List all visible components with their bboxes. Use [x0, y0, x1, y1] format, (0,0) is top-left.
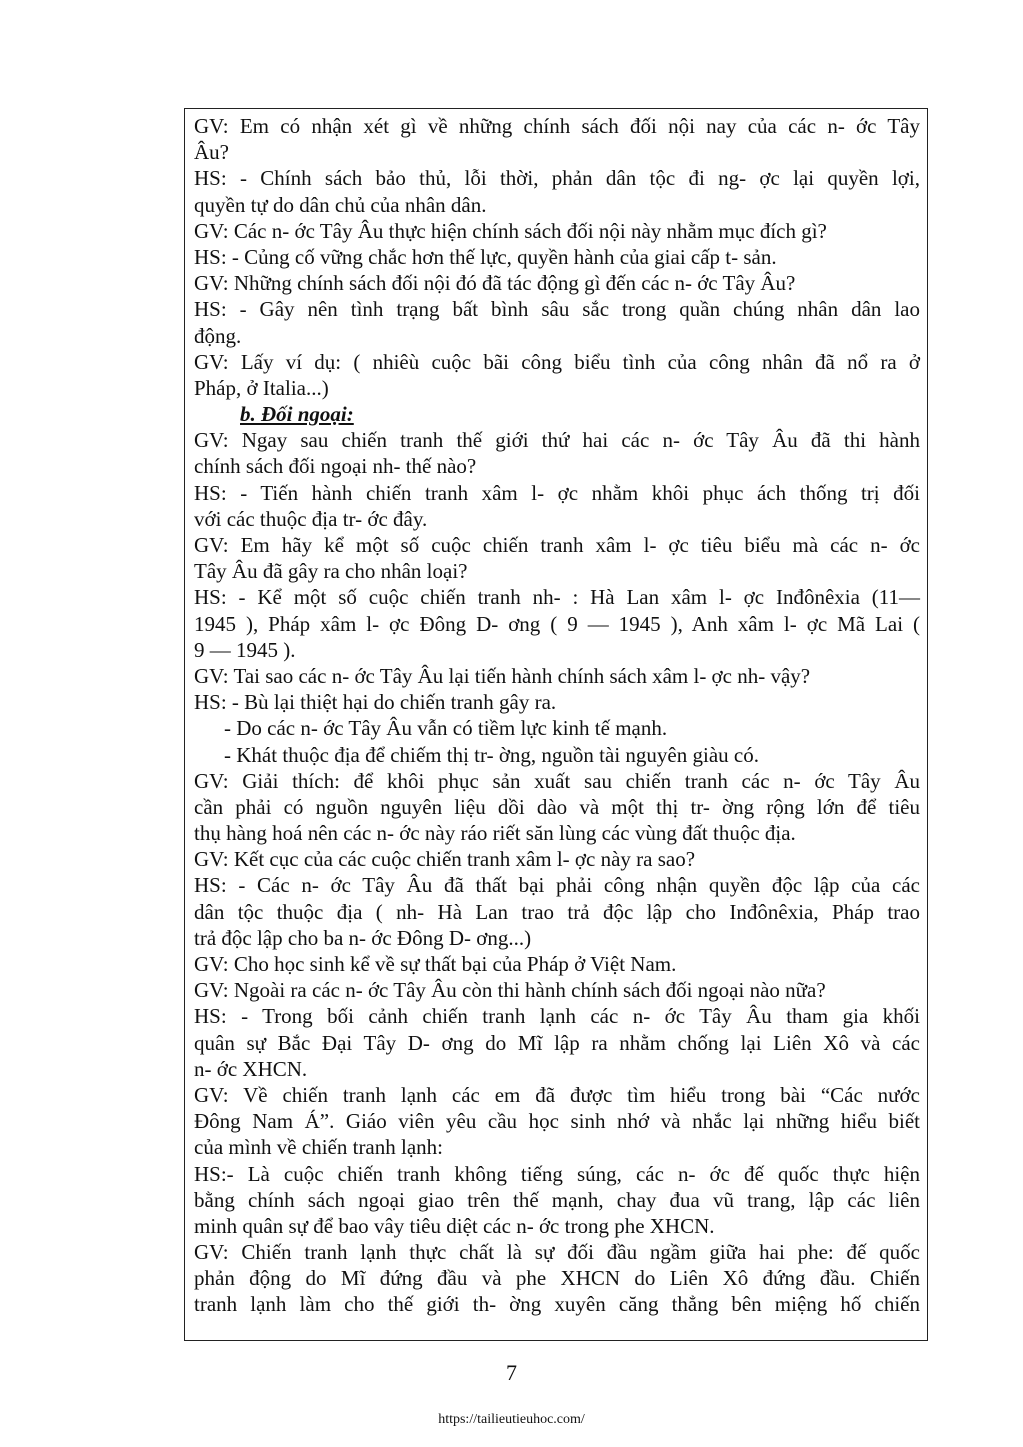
page-number: 7 [506, 1360, 517, 1385]
text-line: 9 — 1945 ). [194, 637, 296, 662]
text-line: GV: Về chiến tranh lạnh các em đã được tìm hiểu trong bài “Các nước [194, 1082, 920, 1107]
text-line: GV: Những chính sách đối nội đó đã tác động gì đến các n- ớc Tây Âu? [194, 271, 796, 296]
text-line: dân tộc thuộc địa ( nh- Hà Lan trao trả độc lập cho Inđônêxia, Pháp trao [194, 899, 920, 924]
text-line: GV: Cho học sinh kể về sự thất bại của Pháp ở Việt Nam. [194, 952, 677, 976]
text-line: GV: Lấy ví dụ: ( nhiêù cuộc bãi công biểu tình của công nhân đã nổ ra ở [194, 349, 920, 374]
text-line: GV: Kết cục của các cuộc chiến tranh xâm l- ợc này ra sao? [194, 847, 696, 872]
text-line: quân sự Bắc Đại Tây D- ơng do Mĩ lập ra nhằm chống lại Liên Xô và các [194, 1030, 920, 1055]
section-heading: b. Đối ngoại: [240, 402, 354, 427]
text-line: GV: Các n- ớc Tây Âu thực hiện chính sách đối nội này nhằm mục đích gì? [194, 218, 827, 243]
text-line: thụ hàng hoá nên các n- ớc này ráo riết săn lùng các vùng đất thuộc địa. [194, 821, 796, 846]
text-line: GV: Chiến tranh lạnh thực chất là sự đối đầu ngầm giữa hai phe: đế quốc [194, 1240, 920, 1265]
text-line: trả độc lập cho ba n- ớc Đông D- ơng...) [194, 925, 532, 950]
text-line: HS: - Trong bối cảnh chiến tranh lạnh các n- ớc Tây Âu tham gia khối [194, 1004, 920, 1029]
text-line: n- ớc XHCN. [194, 1056, 308, 1081]
text-line: Tây Âu đã gây ra cho nhân loại? [194, 559, 468, 584]
text-line: cần phải có nguồn nguyên liệu dồi dào và một thị tr- ờng rộng lớn để tiêu [194, 794, 920, 819]
text-line: Âu? [194, 140, 229, 165]
text-line: GV: Tai sao các n- ớc Tây Âu lại tiến hành chính sách xâm l- ợc nh- vậy? [194, 663, 811, 688]
text-line: GV: Ngay sau chiến tranh thế giới thứ hai các n- ớc Tây Âu đã thi hành [194, 428, 920, 453]
footer-url[interactable]: https://tailieutieuhoc.com/ [438, 1412, 585, 1427]
text-line: GV: Em hãy kể một số cuộc chiến tranh xâm l- ợc tiêu biểu mà các n- ớc [194, 533, 920, 557]
text-line: động. [194, 323, 242, 348]
text-line: GV: Giải thích: để khôi phục sản xuất sau chiến tranh các n- ớc Tây Âu [194, 768, 920, 793]
text-line: HS: - Các n- ớc Tây Âu đã thất bại phải công nhận quyền độc lập của các [194, 873, 920, 898]
text-line: HS:- Là cuộc chiến tranh không tiếng súng, các n- ớc đế quốc thực hiện [194, 1161, 920, 1186]
text-line: - Do các n- ớc Tây Âu vẫn có tiềm lực kinh tế mạnh. [224, 716, 668, 741]
text-line: bằng chính sách ngoại giao trên thế mạnh, chay đua vũ trang, lập các liên [194, 1187, 920, 1212]
text-line: Đông Nam Á”. Giáo viên yêu cầu học sinh nhớ và nhắc lại những hiểu biết [194, 1109, 920, 1134]
text-line: với các thuộc địa tr- ớc đây. [194, 506, 428, 531]
text-line: HS: - Kể một số cuộc chiến tranh nh- : Hà Lan xâm l- ợc Inđônêxia (11— [194, 585, 920, 610]
text-line: - Khát thuộc địa để chiếm thị tr- ờng, nguồn tài nguyên giàu có. [224, 742, 759, 767]
text-line: 1945 ), Pháp xâm l- ợc Đông D- ơng ( 9 — 1945 ), Anh xâm l- ợc Mã Lai ( [194, 611, 920, 636]
text-line: HS: - Tiến hành chiến tranh xâm l- ợc nhằm khôi phục ách thống trị đối [194, 480, 920, 505]
text-line: minh quân sự để bao vây tiêu diệt các n- ớc trong phe XHCN. [194, 1213, 715, 1238]
text-line: Pháp, ở Italia...) [194, 375, 329, 400]
text-line: HS: - Gây nên tình trạng bất bình sâu sắc trong quần chúng nhân dân lao [194, 297, 920, 322]
text-line: HS: - Bù lại thiệt hại do chiến tranh gây ra. [194, 690, 557, 715]
text-line: chính sách đối ngoại nh- thế nào? [194, 454, 477, 479]
text-line: phản động do Mĩ đứng đầu và phe XHCN do Liên Xô đứng đầu. Chiến [194, 1266, 920, 1291]
text-line: HS: - Củng cố vững chắc hơn thế lực, quyền hành của giai cấp t- sản. [194, 244, 777, 269]
text-line: của mình về chiến tranh lạnh: [194, 1135, 443, 1160]
text-line: GV: Ngoài ra các n- ớc Tây Âu còn thi hành chính sách đối ngoại nào nữa? [194, 978, 826, 1003]
text-line: quyền tự do dân chủ của nhân dân. [194, 192, 487, 217]
text-line: tranh lạnh làm cho thế giới th- ờng xuyên căng thẳng bên miệng hố chiến [194, 1292, 920, 1317]
document-body [194, 113, 920, 1318]
text-line: HS: - Chính sách bảo thủ, lỗi thời, phản dân tộc đi ng- ợc lại quyền lợi, [194, 166, 920, 191]
text-line: GV: Em có nhận xét gì về những chính sách đối nội nay của các n- ớc Tây [194, 114, 920, 138]
